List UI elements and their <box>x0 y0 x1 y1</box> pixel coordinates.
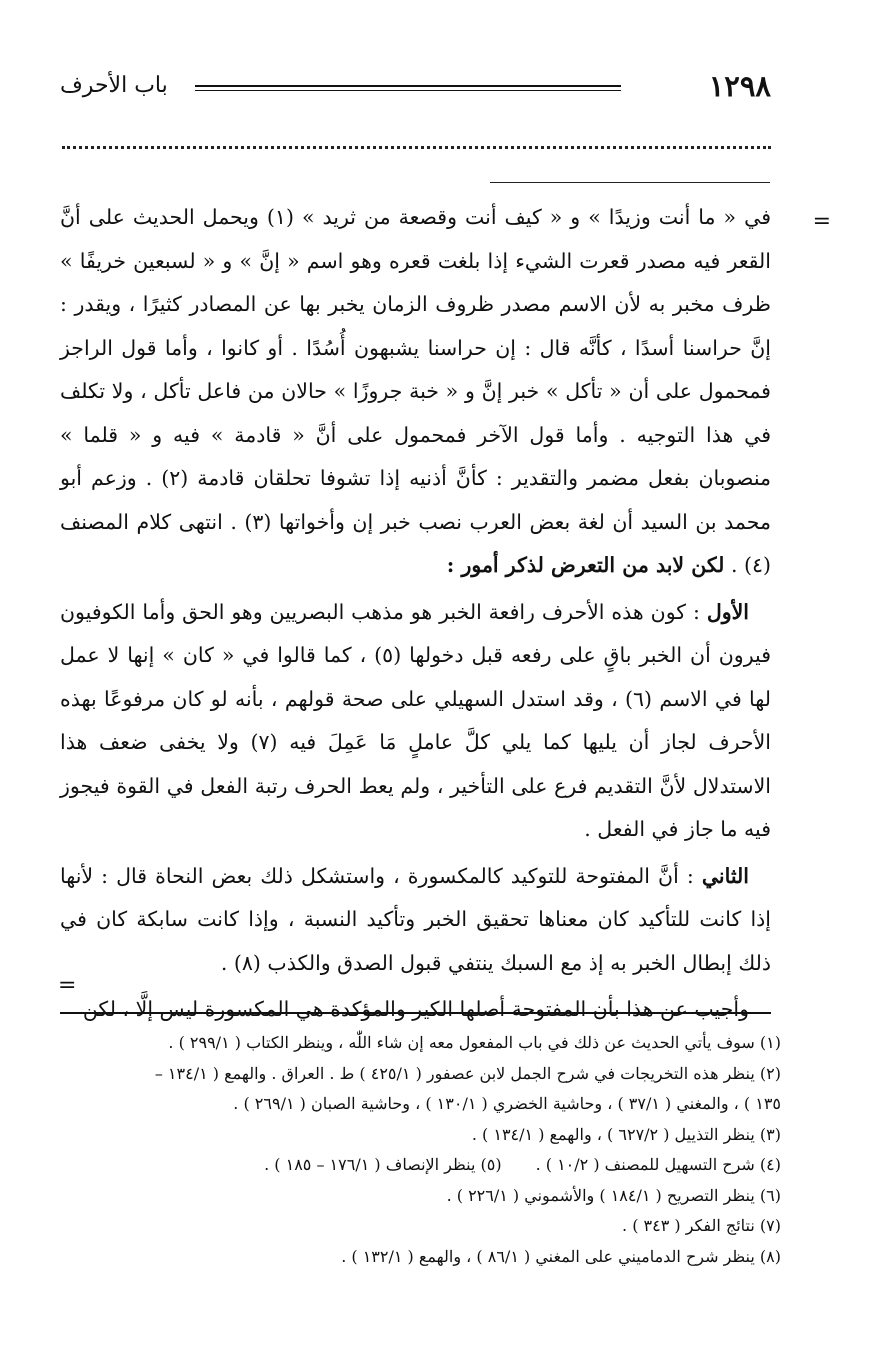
paragraph <box>60 591 771 852</box>
paragraph-text: : كون هذه الأحرف رافعة الخبر هو مذهب البصريين وهو الحق وأما الكوفيون فيرون أن الخبر باقٍ على رفعه قبل دخولها (٥) ، كما قالوا في « كان » إنها لا عمل لها في الاسم (٦) ، وقد استدل السهيلي على صحة قولهم ، بأنه لو كان مرفوعًا بهذه الأحرف لجاز أن يليها كما يلي كلَّ عاملٍ مَا عَمِلَ فيه (٧) ولا يخفى ضعف هذا الاستدلال لأنَّ التقديم فرع على التأخير ، ولم يعط الحرف رتبة الفعل في القوة فيجوز فيه ما جاز في الفعل . <box>60 599 771 841</box>
main-text <box>60 196 771 1035</box>
footnote: (٨) ينظر شرح الدماميني على المغني ( ٨٦/١ ) ، والهمع ( ١٣٢/١ ) . <box>341 1246 781 1266</box>
paragraph <box>60 855 771 986</box>
footnote: (٧) نتائج الفكر ( ٣٤٣ ) . <box>622 1216 781 1235</box>
footnote: (١) سوف يأتي الحديث عن ذلك في باب المفعول معه إن شاء اللّٰه ، وينظر الكتاب ( ٢٩٩/١ ) . <box>168 1033 781 1052</box>
footnote: (٣) ينظر التذييل ( ٦٢٧/٢ ) ، والهمع ( ١٣٤/١ ) . <box>471 1124 781 1144</box>
paragraph-text: في « ما أنت وزيدًا » و « كيف أنت وقصعة من ثريد » (١) ويحمل الحديث على أنَّ القعر فيه مصدر قعرت الشيء إذا بلغت قعره وهو اسم « إنَّ » و « لسبعين خريفًا » ظرف مخبر به لأن الاسم مصدر ظروف الزمان يخبر بها عن المصادر كثيرًا ، ويقدر : إنَّ حراسنا أسدًا ، كأنَّه قال : إن حراسنا يشبهون أُسُدًا . أو كانوا ، وأما قول الراجز فمحمول على أن « تأكل » خبر إنَّ و « خبة جروزًا » حالان من فاعل تأكل ، ولا تكلف في هذا التوجيه . وأما قول الآخر فمحمول على أنَّ « قادمة » فيه و « قلما » منصوبان بفعل مضمر والتقدير : كأنَّ أذنيه إذا تشوفا تحلقان قادمة (٢) . وزعم أبو محمد بن السيد أن لغة بعض العرب نصب خبر إن وأخواتها (٣) . انتهى كلام المصنف (٤) . <box>60 205 771 577</box>
running-header <box>60 66 771 110</box>
paragraph-lead: الثاني <box>701 863 749 888</box>
chapter-title: باب الأحرف <box>60 73 168 98</box>
footnote: (٤) شرح التسهيل للمصنف ( ١٠/٢ ) . <box>535 1155 781 1174</box>
short-rule <box>490 182 770 183</box>
paragraph <box>60 988 771 1032</box>
paragraph-lead: الأول <box>706 599 749 624</box>
page-number: ١٢٩٨ <box>708 69 771 103</box>
footnote-row <box>60 1150 781 1181</box>
footnotes <box>60 1028 781 1272</box>
paragraph-text: وأجيب عن هذا بأن المفتوحة أصلها الكير والمؤكدة هي المكسورة ليس إلَّا ، لكن <box>82 997 749 1021</box>
footnote: (٥) ينظر الإنصاف ( ١٧٦/١ – ١٨٥ ) . <box>264 1155 502 1174</box>
dotted-separator <box>62 146 771 149</box>
footnote: (٢) ينظر هذه التخريجات في شرح الجمل لابن عصفور ( ٤٢٥/١ ) ط . العراق . والهمع ( ١٣٤/١ – <box>154 1063 781 1083</box>
footnote: (٦) ينظر التصريح ( ١٨٤/١ ) والأشموني ( ٢٢٦/١ ) . <box>446 1185 781 1205</box>
header-rule <box>195 85 621 91</box>
footnote-continuation: ١٣٥ ) ، والمغني ( ٣٧/١ ) ، وحاشية الخضري ( ١٣٠/١ ) ، وحاشية الصبان ( ٢٦٩/١ ) . <box>233 1094 781 1113</box>
continuation-mark-end: = <box>58 973 77 998</box>
continuation-mark-start: = <box>812 209 831 234</box>
emphasized-text: لكن لابد من التعرض لذكر أمور : <box>446 553 725 577</box>
footnote-rule <box>60 1012 771 1014</box>
paragraph <box>60 196 771 588</box>
paragraph-text: : أنَّ المفتوحة للتوكيد كالمكسورة ، واستشكل ذلك بعض النحاة قال : لأنها إذا كانت للتأكيد كان معناها تحقيق الخبر وتأكيد النسبة ، وإذا كانت سابكة كان في ذلك إبطال الخبر به إذ مع السبك ينتفي قبول الصدق والكذب (٨) . <box>60 863 771 975</box>
